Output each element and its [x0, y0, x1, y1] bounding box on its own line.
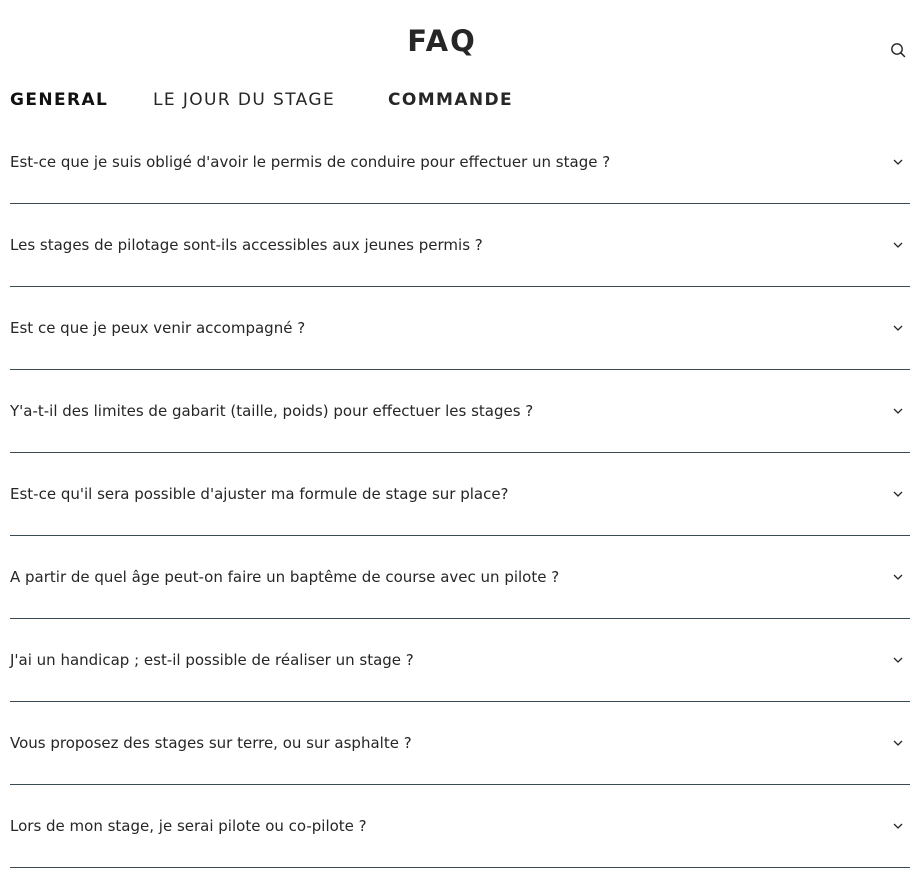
chevron-down-icon: [892, 488, 904, 500]
faq-question: Est-ce que je suis obligé d'avoir le permis de conduire pour effectuer un stage ?: [10, 153, 611, 171]
faq-item[interactable]: [10, 204, 910, 287]
faq-item[interactable]: [10, 702, 910, 785]
faq-item[interactable]: [10, 619, 910, 702]
chevron-down-icon: [892, 654, 904, 666]
chevron-down-icon: [892, 571, 904, 583]
faq-question: Les stages de pilotage sont-ils accessibles aux jeunes permis ?: [10, 236, 483, 254]
faq-list: [10, 121, 910, 868]
chevron-down-icon: [892, 820, 904, 832]
faq-item[interactable]: [10, 785, 910, 868]
chevron-down-icon: [892, 405, 904, 417]
faq-item[interactable]: [10, 287, 910, 370]
chevron-down-icon: [892, 239, 904, 251]
faq-item[interactable]: [10, 370, 910, 453]
tab-general[interactable]: GENERAL: [10, 90, 109, 110]
faq-question: Lors de mon stage, je serai pilote ou co-pilote ?: [10, 817, 367, 835]
chevron-down-icon: [892, 156, 904, 168]
tab-commande[interactable]: COMMANDE: [388, 90, 514, 110]
faq-item[interactable]: [10, 121, 910, 204]
faq-question: Y'a-t-il des limites de gabarit (taille, poids) pour effectuer les stages ?: [10, 402, 534, 420]
faq-question: A partir de quel âge peut-on faire un baptême de course avec un pilote ?: [10, 568, 560, 586]
faq-question: J'ai un handicap ; est-il possible de réaliser un stage ?: [10, 651, 414, 669]
faq-item[interactable]: [10, 536, 910, 619]
faq-tabs: [10, 89, 513, 111]
faq-question: Est ce que je peux venir accompagné ?: [10, 319, 306, 337]
chevron-down-icon: [892, 322, 904, 334]
search-icon: [888, 40, 908, 60]
faq-question: Est-ce qu'il sera possible d'ajuster ma formule de stage sur place?: [10, 485, 509, 503]
tab-le-jour-du-stage[interactable]: LE JOUR DU STAGE: [153, 90, 336, 110]
chevron-down-icon: [892, 737, 904, 749]
faq-question: Vous proposez des stages sur terre, ou sur asphalte ?: [10, 734, 412, 752]
search-button[interactable]: [888, 40, 908, 60]
page-title: FAQ: [407, 24, 477, 58]
faq-item[interactable]: [10, 453, 910, 536]
